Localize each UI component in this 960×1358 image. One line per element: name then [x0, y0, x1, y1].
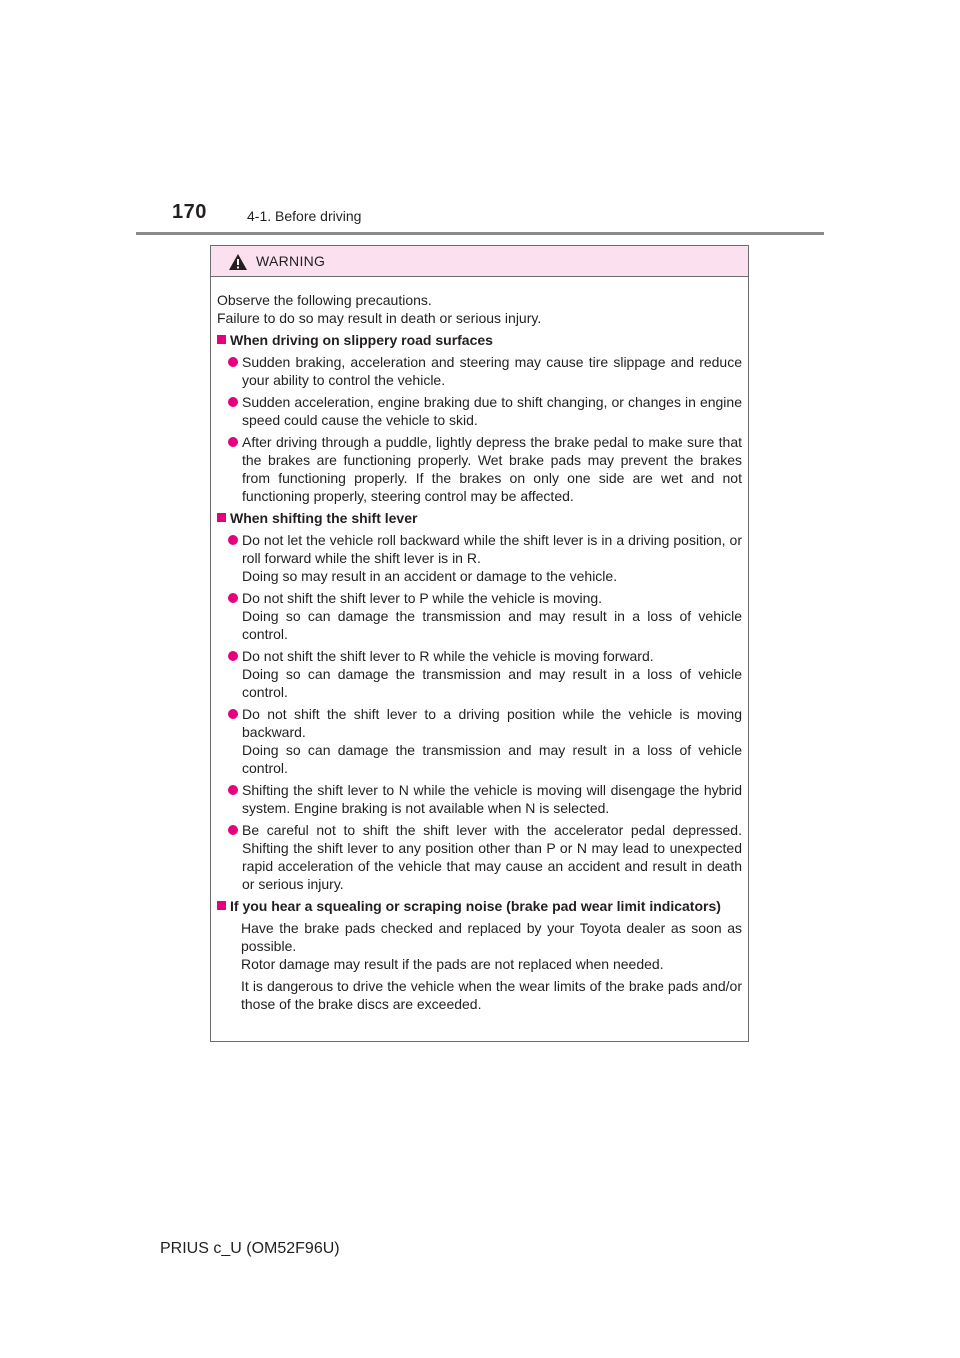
list-item-text: [242, 353, 742, 389]
topic-heading: [217, 897, 742, 915]
topic-paragraph: [217, 919, 742, 973]
list-item: [217, 821, 742, 893]
topic-heading-text: When driving on slippery road surfaces: [230, 332, 493, 348]
list-item: [217, 531, 742, 585]
list-item-line: Doing so can damage the transmission and may result in a loss of vehicle control.: [242, 608, 742, 642]
circle-bullet-icon: [228, 397, 238, 407]
list-item-text: [242, 433, 742, 505]
warning-topic: [217, 897, 742, 1013]
warning-topic: [217, 509, 742, 893]
list-item-line: Sudden braking, acceleration and steering may cause tire slippage and reduce your ability to control the vehicle.: [242, 354, 742, 388]
list-item-text: [242, 647, 742, 701]
list-item-line: Do not let the vehicle roll backward while the shift lever is in a driving position, or roll forward while the shift lever is in R.: [242, 532, 742, 566]
list-item-line: Sudden acceleration, engine braking due to shift changing, or changes in engine speed could cause the vehicle to skid.: [242, 394, 742, 428]
page-header: [0, 0, 960, 240]
warning-intro: [217, 291, 742, 327]
warning-label: WARNING: [256, 253, 326, 269]
list-item: [217, 705, 742, 777]
list-item: [217, 393, 742, 429]
circle-bullet-icon: [228, 785, 238, 795]
list-item-line: Doing so can damage the transmission and may result in a loss of vehicle control.: [242, 742, 742, 776]
header-divider: [136, 232, 824, 235]
list-item-line: Do not shift the shift lever to a driving position while the vehicle is moving backward.: [242, 706, 742, 740]
list-item-text: [242, 781, 742, 817]
topic-heading: [217, 331, 742, 349]
circle-bullet-icon: [228, 651, 238, 661]
warning-topic: [217, 331, 742, 505]
circle-bullet-icon: [228, 825, 238, 835]
list-item-line: Do not shift the shift lever to P while the vehicle is moving.: [242, 590, 603, 606]
square-bullet-icon: [217, 335, 226, 344]
list-item: [217, 589, 742, 643]
list-item: [217, 433, 742, 505]
list-item: [217, 781, 742, 817]
list-item-text: [242, 589, 742, 643]
intro-line: Failure to do so may result in death or serious injury.: [217, 310, 542, 326]
circle-bullet-icon: [228, 535, 238, 545]
list-item: [217, 353, 742, 389]
list-item-line: Do not shift the shift lever to R while the vehicle is moving forward.: [242, 648, 654, 664]
section-title: 4-1. Before driving: [247, 208, 362, 224]
warning-triangle-icon: [228, 253, 248, 271]
warning-body: [211, 277, 748, 1013]
topic-heading-text: When shifting the shift lever: [230, 510, 418, 526]
list-item-text: [242, 821, 742, 893]
list-item-text: [242, 393, 742, 429]
list-item-line: Be careful not to shift the shift lever with the accelerator pedal depressed. Shifting the shift lever to any position other than P or N may lead to unexpected rapid acceleration of the vehicle that may cause an accident and result in death or serious injury.: [242, 822, 742, 892]
paragraph-line: Rotor damage may result if the pads are not replaced when needed.: [241, 956, 664, 972]
list-item-line: Doing so may result in an accident or damage to the vehicle.: [242, 568, 618, 584]
warning-topics: [217, 331, 742, 1013]
circle-bullet-icon: [228, 357, 238, 367]
list-item-text: [242, 705, 742, 777]
list-item-line: After driving through a puddle, lightly depress the brake pedal to make sure that the brakes are functioning properly. Wet brake pads may prevent the brakes from functioning properly. If the brakes on only one side are wet and not functioning properly, steering control may be affected.: [242, 434, 742, 504]
circle-bullet-icon: [228, 593, 238, 603]
circle-bullet-icon: [228, 709, 238, 719]
warning-header: [211, 246, 748, 277]
square-bullet-icon: [217, 901, 226, 910]
footer-model-code: PRIUS c_U (OM52F96U): [160, 1240, 340, 1257]
paragraph-line: Have the brake pads checked and replaced by your Toyota dealer as soon as possible.: [241, 920, 742, 954]
topic-heading-text: If you hear a squealing or scraping noise (brake pad wear limit indicators): [230, 898, 721, 914]
topic-heading: [217, 509, 742, 527]
list-item-line: Shifting the shift lever to N while the vehicle is moving will disengage the hybrid system. Engine braking is not available when N is selected.: [242, 782, 742, 816]
intro-line: Observe the following precautions.: [217, 292, 432, 308]
topic-paragraph: [217, 977, 742, 1013]
paragraph-line: It is dangerous to drive the vehicle when the wear limits of the brake pads and/or those of the brake discs are exceeded.: [241, 978, 742, 1012]
circle-bullet-icon: [228, 437, 238, 447]
square-bullet-icon: [217, 513, 226, 522]
list-item-line: Doing so can damage the transmission and may result in a loss of vehicle control.: [242, 666, 742, 700]
list-item-text: [242, 531, 742, 585]
page-number: 170: [172, 201, 207, 223]
list-item: [217, 647, 742, 701]
warning-box: [210, 245, 749, 1042]
